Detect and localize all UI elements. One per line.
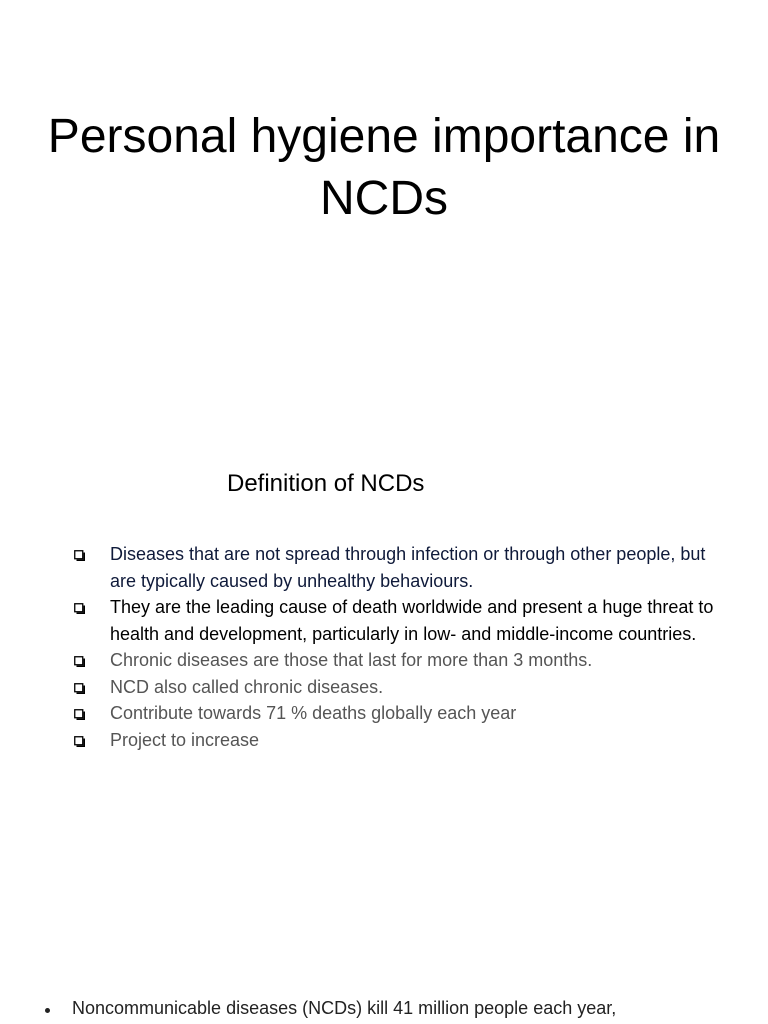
definition-list <box>0 541 725 753</box>
list-item <box>0 647 725 674</box>
list-item-text: Project to increase <box>110 729 260 750</box>
checkbox-square-icon <box>74 550 84 560</box>
list-item <box>0 727 725 754</box>
list-item-text: NCD also called chronic diseases. <box>110 676 384 697</box>
checkbox-square-icon <box>74 656 84 666</box>
checkbox-square-icon <box>74 709 84 719</box>
checkbox-square-icon <box>74 603 84 613</box>
list-item <box>0 700 725 727</box>
list-item <box>0 594 725 647</box>
section-heading: Definition of NCDs <box>227 470 425 497</box>
list-item-text: They are the leading cause of death worldwide and present a huge threat to health and development, particularly in low- and middle-income countries. <box>110 597 714 644</box>
list-item <box>0 674 725 701</box>
footer-text: Noncommunicable diseases (NCDs) kill 41 million people each year, <box>72 998 617 1018</box>
checkbox-square-icon <box>74 683 84 693</box>
page-title: Personal hygiene importance in NCDs <box>47 110 721 225</box>
list-item-text: Chronic diseases are those that last for more than 3 months. <box>110 650 593 670</box>
dot-icon <box>45 1008 50 1013</box>
list-item-text: Diseases that are not spread through infection or through other people, but are typically caused by unhealthy behaviours. <box>110 544 706 591</box>
list-item-text: Contribute towards 71 % deaths globally each year <box>110 703 517 723</box>
list-item <box>0 541 725 594</box>
checkbox-square-icon <box>74 736 84 746</box>
